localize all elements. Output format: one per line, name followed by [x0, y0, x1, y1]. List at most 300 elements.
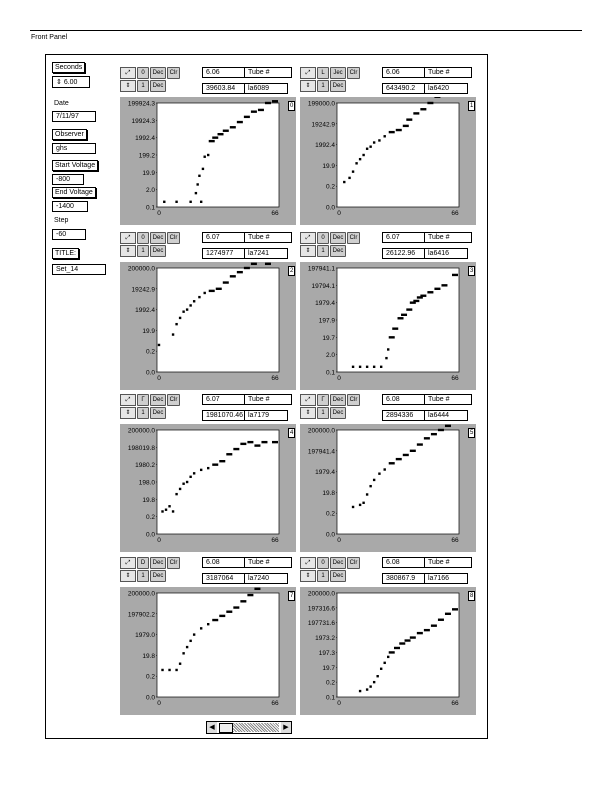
y-tick-label: 19242.9: [311, 121, 335, 129]
zoom-tool-icon[interactable]: ⤢: [120, 232, 136, 244]
data-point: [207, 467, 209, 469]
toolbar-button[interactable]: Dec: [150, 394, 166, 406]
data-point: [410, 450, 416, 452]
toolbar-button[interactable]: Dec: [150, 232, 166, 244]
data-point: [387, 656, 389, 658]
tube-id: la7240: [244, 573, 288, 584]
data-point: [398, 317, 404, 319]
scroll-right-icon[interactable]: ▶: [281, 722, 291, 733]
y-tick-label: 0.2: [145, 514, 155, 522]
scatter-chart: [120, 97, 296, 225]
step-label: Step: [54, 217, 69, 224]
pan-tool-icon[interactable]: ⇕: [300, 407, 316, 419]
pan-tool-icon[interactable]: ⇕: [300, 570, 316, 582]
data-point: [203, 292, 205, 294]
toolbar-button[interactable]: Dec: [330, 245, 346, 257]
y-tick-label: 199000.0: [307, 100, 335, 108]
data-point: [219, 615, 225, 617]
tube-label: Tube #: [424, 67, 472, 78]
data-point: [394, 647, 400, 649]
data-point: [427, 291, 433, 293]
data-point: [196, 183, 198, 185]
data-point: [380, 366, 382, 368]
tube-label: Tube #: [244, 557, 292, 568]
clear-button[interactable]: Clr: [167, 232, 180, 244]
front-panel: [45, 54, 488, 739]
data-point: [385, 357, 387, 359]
start-voltage-label: Start Voltage: [52, 160, 98, 171]
data-point: [445, 425, 451, 427]
count-readout: 26122.96: [382, 248, 432, 259]
toolbar-button[interactable]: 1: [137, 407, 149, 419]
plot-index: 7: [290, 593, 294, 599]
data-point: [168, 505, 170, 507]
data-point: [369, 485, 371, 487]
toolbar-button[interactable]: 0: [317, 557, 329, 569]
pan-tool-icon[interactable]: ⇕: [300, 80, 316, 92]
plot-canvas: [337, 593, 459, 697]
data-point: [179, 663, 181, 665]
tube-id: la6416: [424, 248, 468, 259]
toolbar-button[interactable]: 0: [137, 67, 149, 79]
plot-area: [300, 424, 476, 552]
x-tick-label: 0: [157, 210, 161, 217]
data-point: [427, 102, 433, 104]
data-point: [359, 158, 361, 160]
data-point: [417, 632, 423, 634]
value-readout: 6.06: [382, 67, 426, 78]
tube-id: la6089: [244, 83, 288, 94]
scroll-left-icon[interactable]: ◀: [207, 722, 217, 733]
data-point: [258, 109, 264, 111]
x-tick-label: 0: [337, 375, 341, 382]
data-point: [373, 366, 375, 368]
data-point: [413, 112, 419, 114]
plot-index: 5: [470, 430, 474, 436]
data-point: [189, 304, 191, 306]
toolbar-button[interactable]: Γ: [317, 394, 329, 406]
title-field[interactable]: Set_14: [52, 264, 106, 275]
count-readout: 3187064: [202, 573, 252, 584]
clear-button[interactable]: Clr: [347, 557, 360, 569]
data-point: [438, 619, 444, 621]
plot-index: 8: [470, 593, 474, 599]
value-readout: 6.07: [202, 394, 246, 405]
data-point: [383, 662, 385, 664]
plot-index: 2: [290, 268, 294, 274]
toolbar-button[interactable]: Dec: [150, 67, 166, 79]
toolbar-button[interactable]: 1: [137, 245, 149, 257]
data-point: [380, 668, 382, 670]
data-point: [431, 624, 437, 626]
data-point: [182, 310, 184, 312]
data-point: [237, 271, 243, 273]
clear-button[interactable]: Clr: [167, 557, 180, 569]
value-readout: 6.08: [202, 557, 246, 568]
tube-label: Tube #: [424, 557, 472, 568]
plot-area: [300, 587, 476, 715]
zoom-tool-icon[interactable]: ⤢: [120, 557, 136, 569]
data-point: [230, 126, 236, 128]
value-readout: 6.06: [202, 67, 246, 78]
y-tick-label: 200000.0: [307, 590, 335, 598]
data-point: [240, 443, 246, 445]
plot-area: [120, 424, 296, 552]
data-point: [434, 288, 440, 290]
plot-area: [120, 97, 296, 225]
seconds-value: 6.00: [63, 79, 78, 86]
x-tick-label: 66: [451, 537, 459, 544]
seconds-input[interactable]: [52, 76, 90, 88]
data-point: [366, 688, 368, 690]
horizontal-scrollbar[interactable]: [206, 721, 292, 734]
toolbar-button[interactable]: 1: [137, 80, 149, 92]
data-point: [161, 669, 163, 671]
y-tick-label: 2.0: [325, 352, 335, 360]
plot-canvas: [157, 103, 279, 207]
data-point: [218, 133, 224, 135]
data-point: [223, 130, 229, 132]
data-point: [438, 429, 444, 431]
plot-index: 0: [290, 103, 294, 109]
tube-label: Tube #: [424, 232, 472, 243]
observer-field[interactable]: ghs: [52, 143, 96, 154]
data-point: [434, 97, 440, 98]
scatter-chart: [120, 262, 296, 390]
toolbar-button[interactable]: 1: [317, 80, 329, 92]
data-point: [172, 510, 174, 512]
data-point: [233, 448, 239, 450]
data-point: [226, 453, 232, 455]
scroll-thumb[interactable]: [219, 723, 233, 733]
plot-canvas: [157, 430, 279, 534]
y-tick-label: 1979.4: [315, 469, 335, 477]
toolbar-button[interactable]: Γ: [137, 394, 149, 406]
y-tick-label: 0.2: [145, 348, 155, 356]
plot-area: [300, 97, 476, 225]
plot-index: 3: [470, 268, 474, 274]
data-point: [406, 308, 412, 310]
y-tick-label: 0.0: [145, 531, 155, 539]
data-point: [359, 504, 361, 506]
x-tick-label: 66: [271, 700, 279, 707]
data-point: [189, 640, 191, 642]
data-point: [198, 175, 200, 177]
page-title: Front Panel: [31, 34, 68, 41]
plot-area: [120, 262, 296, 390]
data-point: [179, 317, 181, 319]
count-readout: 2894336: [382, 410, 432, 421]
y-tick-label: 19.8: [322, 489, 335, 497]
y-tick-label: 198.0: [138, 479, 155, 487]
data-point: [193, 472, 195, 474]
data-point: [376, 675, 378, 677]
y-tick-label: 0.2: [325, 510, 335, 518]
y-tick-label: 19242.9: [131, 286, 155, 294]
tube-id: la6444: [424, 410, 468, 421]
y-tick-label: 197941.4: [307, 448, 335, 456]
data-point: [403, 125, 409, 127]
tube-id: la6420: [424, 83, 468, 94]
toolbar-button[interactable]: 1: [317, 407, 329, 419]
toolbar-button[interactable]: 1: [317, 570, 329, 582]
y-tick-label: 0.2: [325, 679, 335, 687]
end-voltage-field[interactable]: -1400: [52, 201, 88, 212]
data-point: [389, 651, 395, 653]
clear-button[interactable]: Clr: [347, 67, 360, 79]
y-tick-label: 200000.0: [127, 590, 155, 598]
y-tick-label: 197902.2: [127, 611, 155, 619]
y-tick-label: 0.0: [145, 694, 155, 702]
toolbar-button[interactable]: Dec: [150, 557, 166, 569]
data-point: [175, 201, 177, 203]
data-point: [389, 336, 395, 338]
data-point: [244, 116, 250, 118]
data-point: [251, 263, 257, 265]
toolbar-button[interactable]: 0: [317, 232, 329, 244]
x-tick-label: 0: [157, 700, 161, 707]
scatter-chart: [300, 97, 476, 225]
zoom-tool-icon[interactable]: ⤢: [300, 67, 316, 79]
count-readout: 39603.84: [202, 83, 252, 94]
seconds-label: Seconds: [52, 62, 85, 73]
pan-tool-icon[interactable]: ⇕: [120, 245, 136, 257]
y-tick-label: 2.0: [145, 187, 155, 195]
pan-tool-icon[interactable]: ⇕: [120, 80, 136, 92]
data-point: [272, 100, 278, 102]
x-tick-label: 66: [451, 375, 459, 382]
data-point: [366, 493, 368, 495]
data-point: [186, 308, 188, 310]
data-point: [212, 136, 218, 138]
y-tick-label: 19.9: [142, 327, 155, 335]
data-point: [254, 588, 260, 590]
data-point: [163, 201, 165, 203]
data-point: [389, 131, 395, 133]
toolbar-button[interactable]: D: [137, 557, 149, 569]
y-tick-label: 1980.2: [135, 462, 155, 470]
data-point: [352, 506, 354, 508]
data-point: [452, 274, 458, 276]
count-readout: 380867.9: [382, 573, 432, 584]
toolbar-button[interactable]: 1: [317, 245, 329, 257]
x-tick-label: 0: [157, 537, 161, 544]
plot-canvas: [157, 593, 279, 697]
date-field[interactable]: 7/11/97: [52, 111, 96, 122]
data-point: [182, 483, 184, 485]
data-point: [202, 168, 204, 170]
toolbar-button[interactable]: Dec: [330, 557, 346, 569]
data-point: [359, 366, 361, 368]
zoom-tool-icon[interactable]: ⤢: [120, 67, 136, 79]
data-point: [373, 479, 375, 481]
x-tick-label: 66: [271, 375, 279, 382]
toolbar-button[interactable]: Dec: [150, 570, 166, 582]
tube-id: la7166: [424, 573, 468, 584]
data-point: [230, 275, 236, 277]
data-point: [420, 295, 426, 297]
toolbar-button[interactable]: 1: [137, 570, 149, 582]
start-voltage-field[interactable]: -800: [52, 174, 84, 185]
pan-tool-icon[interactable]: ⇕: [120, 407, 136, 419]
toolbar-button[interactable]: Dec: [150, 245, 166, 257]
data-point: [193, 633, 195, 635]
x-tick-label: 66: [271, 537, 279, 544]
data-point: [254, 444, 260, 446]
data-point: [240, 600, 246, 602]
data-point: [237, 121, 243, 123]
data-point: [233, 606, 239, 608]
toolbar-button[interactable]: Dec: [330, 407, 346, 419]
zoom-tool-icon[interactable]: ⤢: [300, 557, 316, 569]
y-tick-label: 200000.0: [127, 427, 155, 435]
header-rule: [30, 30, 582, 31]
clear-button[interactable]: Clr: [167, 67, 180, 79]
data-point: [272, 441, 278, 443]
tube-id: la7179: [244, 410, 288, 421]
y-tick-label: 199.2: [138, 152, 155, 160]
y-tick-label: 19924.3: [131, 117, 155, 125]
toolbar-button[interactable]: Dec: [330, 232, 346, 244]
data-point: [212, 463, 218, 465]
y-tick-label: 197.3: [318, 649, 335, 657]
data-point: [175, 493, 177, 495]
data-point: [401, 314, 407, 316]
value-readout: 6.08: [382, 557, 426, 568]
data-point: [396, 129, 402, 131]
y-tick-label: 197941.1: [307, 265, 335, 273]
x-tick-label: 66: [271, 210, 279, 217]
plot-index: 4: [290, 430, 294, 436]
pan-tool-icon[interactable]: ⇕: [120, 570, 136, 582]
y-tick-label: 198019.8: [127, 444, 155, 452]
y-tick-label: 0.1: [145, 204, 155, 212]
y-tick-label: 19.8: [142, 496, 155, 504]
y-tick-label: 197316.6: [307, 605, 335, 613]
data-point: [265, 263, 271, 265]
toolbar-button[interactable]: Dec: [330, 394, 346, 406]
stepper-icon[interactable]: ⇕: [56, 79, 62, 86]
y-tick-label: 200000.0: [127, 265, 155, 273]
data-point: [373, 141, 375, 143]
value-readout: 6.08: [382, 394, 426, 405]
data-point: [219, 460, 225, 462]
clear-button[interactable]: Clr: [167, 394, 180, 406]
data-point: [399, 642, 405, 644]
zoom-tool-icon[interactable]: ⤢: [300, 394, 316, 406]
data-point: [369, 145, 371, 147]
clear-button[interactable]: Clr: [347, 232, 360, 244]
data-point: [158, 344, 160, 346]
data-point: [383, 468, 385, 470]
data-point: [244, 267, 250, 269]
y-tick-label: 19.9: [322, 162, 335, 170]
value-readout: 6.07: [202, 232, 246, 243]
data-point: [403, 454, 409, 456]
data-point: [265, 102, 271, 104]
y-tick-label: 1992.4: [135, 307, 155, 315]
step-field[interactable]: -60: [52, 229, 86, 240]
plot-canvas: [337, 103, 459, 207]
data-point: [452, 608, 458, 610]
toolbar-button[interactable]: 0: [137, 232, 149, 244]
zoom-tool-icon[interactable]: ⤢: [120, 394, 136, 406]
value-readout: 6.07: [382, 232, 426, 243]
toolbar-button[interactable]: Dec: [330, 80, 346, 92]
title-label: TITLE:: [52, 248, 79, 259]
x-tick-label: 66: [451, 210, 459, 217]
data-point: [175, 669, 177, 671]
data-point: [247, 594, 253, 596]
data-point: [198, 296, 200, 298]
scatter-chart: [300, 587, 476, 715]
y-tick-label: 1992.4: [315, 142, 335, 150]
data-point: [182, 652, 184, 654]
end-voltage-label: End Voltage: [52, 187, 96, 198]
data-point: [175, 323, 177, 325]
data-point: [216, 288, 222, 290]
toolbar-button[interactable]: Jec: [330, 67, 346, 79]
pan-tool-icon[interactable]: ⇕: [300, 245, 316, 257]
data-point: [207, 154, 209, 156]
y-tick-label: 199924.3: [127, 100, 155, 108]
x-tick-label: 0: [337, 700, 341, 707]
data-point: [209, 140, 215, 142]
data-point: [378, 472, 380, 474]
y-tick-label: 0.1: [325, 369, 335, 377]
y-tick-label: 19794.1: [311, 282, 335, 290]
data-point: [223, 281, 229, 283]
y-tick-label: 0.1: [325, 694, 335, 702]
data-point: [209, 290, 215, 292]
toolbar-button[interactable]: L: [317, 67, 329, 79]
plot-canvas: [337, 430, 459, 534]
data-point: [369, 685, 371, 687]
data-point: [186, 646, 188, 648]
data-point: [383, 135, 385, 137]
tube-id: la7241: [244, 248, 288, 259]
data-point: [165, 509, 167, 511]
clear-button[interactable]: Clr: [347, 394, 360, 406]
y-tick-label: 1979.0: [135, 632, 155, 640]
data-point: [424, 437, 430, 439]
data-point: [352, 366, 354, 368]
data-point: [179, 488, 181, 490]
scatter-chart: [120, 587, 296, 715]
toolbar-button[interactable]: Dec: [150, 80, 166, 92]
data-point: [417, 443, 423, 445]
data-point: [200, 627, 202, 629]
data-point: [406, 118, 412, 120]
zoom-tool-icon[interactable]: ⤢: [300, 232, 316, 244]
scroll-track[interactable]: [233, 723, 279, 732]
date-label: Date: [54, 100, 69, 107]
count-readout: 1981070.46: [202, 410, 252, 421]
data-point: [410, 636, 416, 638]
toolbar-button[interactable]: Dec: [150, 407, 166, 419]
y-tick-label: 19.7: [322, 664, 335, 672]
plot-area: [300, 262, 476, 390]
data-point: [420, 108, 426, 110]
data-point: [445, 613, 451, 615]
toolbar-button[interactable]: Dec: [330, 570, 346, 582]
tube-label: Tube #: [424, 394, 472, 405]
data-point: [396, 458, 402, 460]
y-tick-label: 1979.4: [315, 300, 335, 308]
data-point: [366, 366, 368, 368]
plot-canvas: [157, 268, 279, 372]
data-point: [343, 181, 345, 183]
